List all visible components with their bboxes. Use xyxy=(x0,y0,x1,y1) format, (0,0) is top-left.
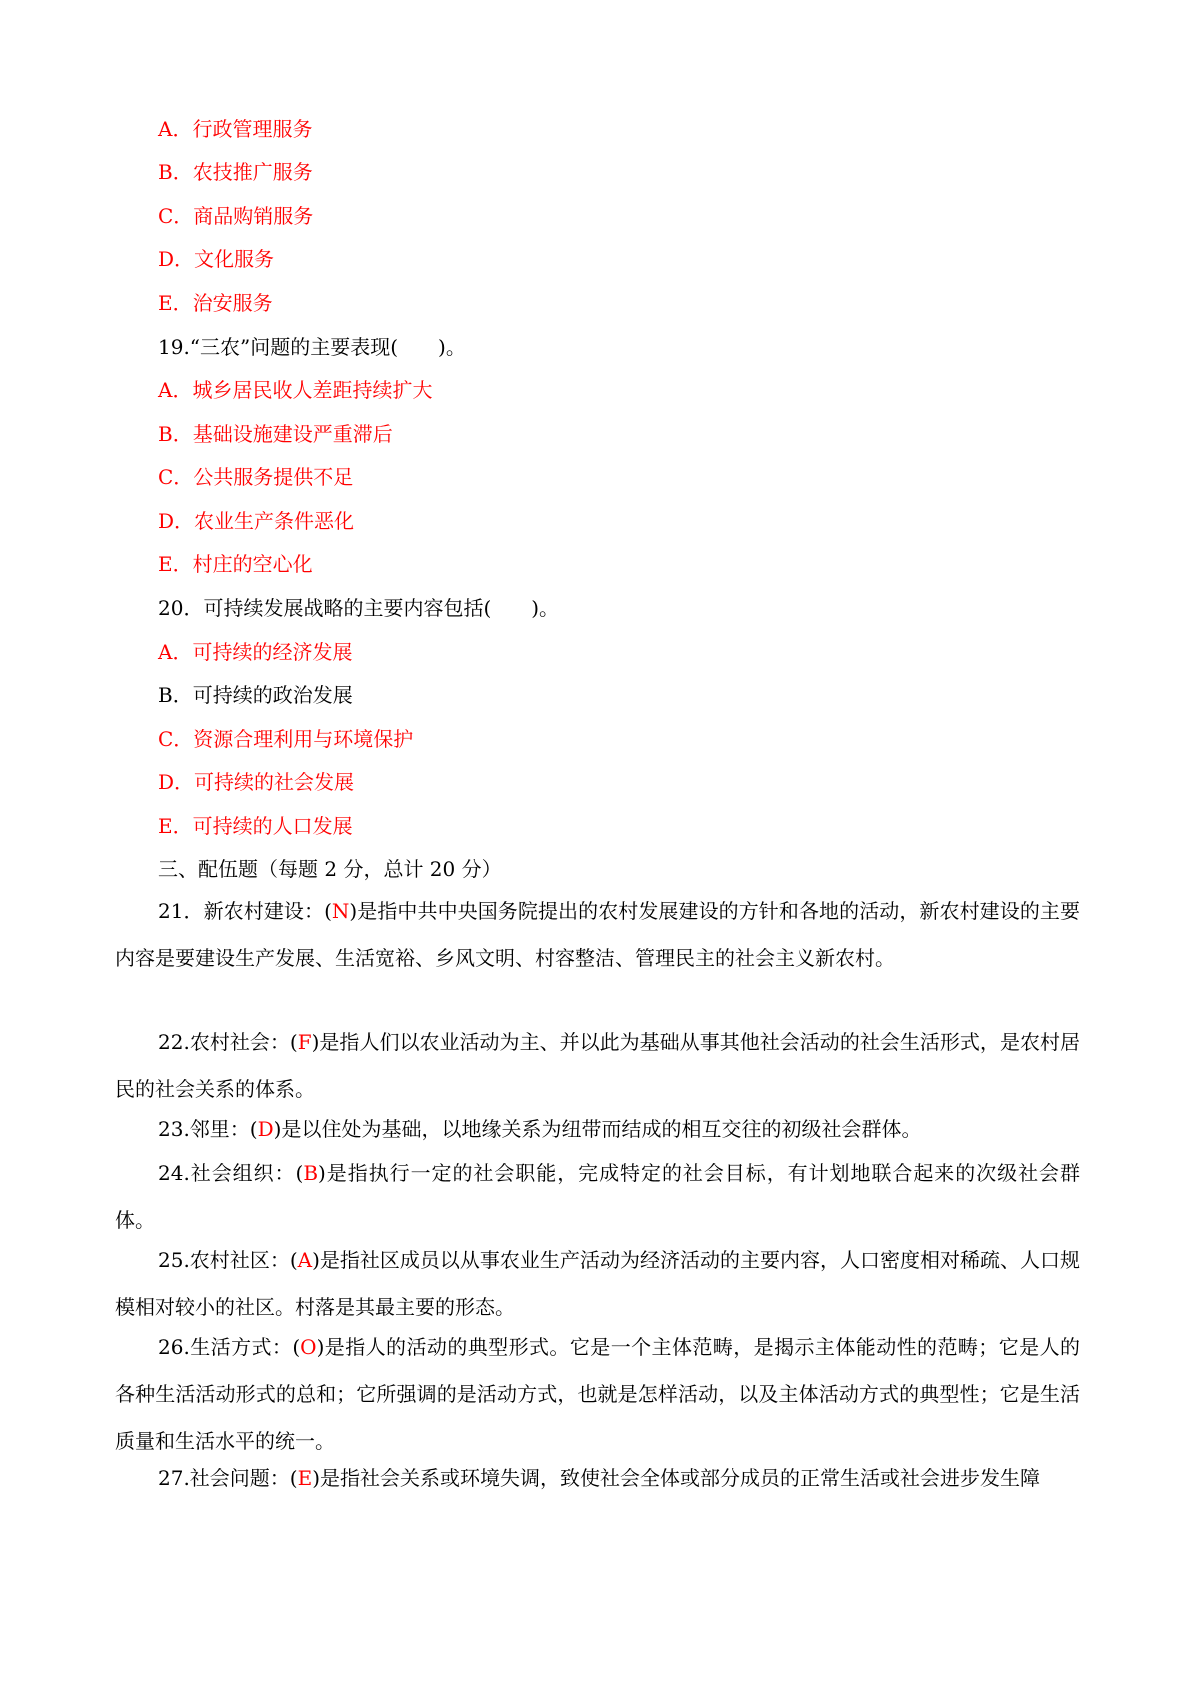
item-prefix: 25.农村社区：( xyxy=(158,1248,298,1272)
matching-item-25 xyxy=(115,1237,1080,1331)
q20-option-c: C．资源合理利用与环境保护 xyxy=(158,727,414,751)
q18-option-b: B．农技推广服务 xyxy=(158,160,313,184)
item-prefix: 22.农村社会：( xyxy=(158,1030,298,1054)
item-definition: )是指中共中央国务院提出的农村发展建设的方针和各地的活动，新农村建设的主要内容是要建设生产发展、生活宽裕、乡风文明、村容整洁、管理民主的社会主义新农村。 xyxy=(115,899,1080,970)
matching-item-26 xyxy=(115,1324,1080,1465)
q18-option-a: A．行政管理服务 xyxy=(158,117,313,141)
item-definition: )是指社会关系或环境失调，致使社会全体或部分成员的正常生活或社会进步发生障 xyxy=(312,1466,1041,1490)
item-definition: )是指社区成员以从事农业生产活动为经济活动的主要内容，人口密度相对稀疏、人口规模相对较小的社区。村落是其最主要的形态。 xyxy=(115,1248,1081,1319)
q19-stem: 19.“三农”问题的主要表现( )。 xyxy=(158,335,466,359)
q18-option-e: E．治安服务 xyxy=(158,291,273,315)
item-answer: O xyxy=(300,1335,317,1359)
item-prefix: 24.社会组织：( xyxy=(158,1161,304,1185)
q19-option-d: D．农业生产条件恶化 xyxy=(158,509,355,533)
item-prefix: 23.邻里：( xyxy=(158,1117,258,1141)
q18-option-c: C．商品购销服务 xyxy=(158,204,314,228)
matching-item-27 xyxy=(115,1455,1080,1502)
q20-option-d: D．可持续的社会发展 xyxy=(158,770,355,794)
q18-option-d: D．文化服务 xyxy=(158,247,275,271)
q19-option-b: B．基础设施建设严重滞后 xyxy=(158,422,393,446)
item-answer: E xyxy=(297,1466,313,1490)
item-prefix: 26.生活方式：( xyxy=(158,1335,301,1359)
matching-item-23 xyxy=(115,1106,1080,1153)
q19-option-c: C．公共服务提供不足 xyxy=(158,465,354,489)
item-answer: A xyxy=(297,1248,313,1272)
q20-option-b: B．可持续的政治发展 xyxy=(158,683,353,707)
matching-item-24 xyxy=(115,1150,1080,1244)
item-definition: )是指人们以农业活动为主、并以此为基础从事其他社会活动的社会生活形式，是农村居民的社会关系的体系。 xyxy=(115,1030,1080,1101)
item-prefix: 21．新农村建设：( xyxy=(158,899,332,923)
item-definition: )是以住处为基础，以地缘关系为纽带而结成的相互交往的初级社会群体。 xyxy=(273,1117,922,1141)
q20-stem: 20．可持续发展战略的主要内容包括( )。 xyxy=(158,596,560,620)
item-answer: N xyxy=(331,899,350,923)
matching-item-21 xyxy=(115,888,1080,982)
q20-option-e: E．可持续的人口发展 xyxy=(158,814,353,838)
item-definition: )是指执行一定的社会职能，完成特定的社会目标，有计划地联合起来的次级社会群体。 xyxy=(115,1161,1080,1232)
q19-option-a: A．城乡居民收人差距持续扩大 xyxy=(158,378,433,402)
q19-option-e: E．村庄的空心化 xyxy=(158,552,313,576)
item-answer: B xyxy=(303,1161,319,1185)
item-prefix: 27.社会问题：( xyxy=(158,1466,298,1490)
item-answer: D xyxy=(257,1117,274,1141)
item-answer: F xyxy=(297,1030,312,1054)
item-definition: )是指人的活动的典型形式。它是一个主体范畴，是揭示主体能动性的范畴；它是人的各种生活活动形式的总和；它所强调的是活动方式，也就是怎样活动，以及主体活动方式的典型性；它是生活质量和生活水平的统一。 xyxy=(115,1335,1081,1453)
section3-title: 三、配伍题（每题 2 分，总计 20 分） xyxy=(158,857,502,881)
matching-item-22 xyxy=(115,1019,1080,1113)
q20-option-a: A．可持续的经济发展 xyxy=(158,640,353,664)
